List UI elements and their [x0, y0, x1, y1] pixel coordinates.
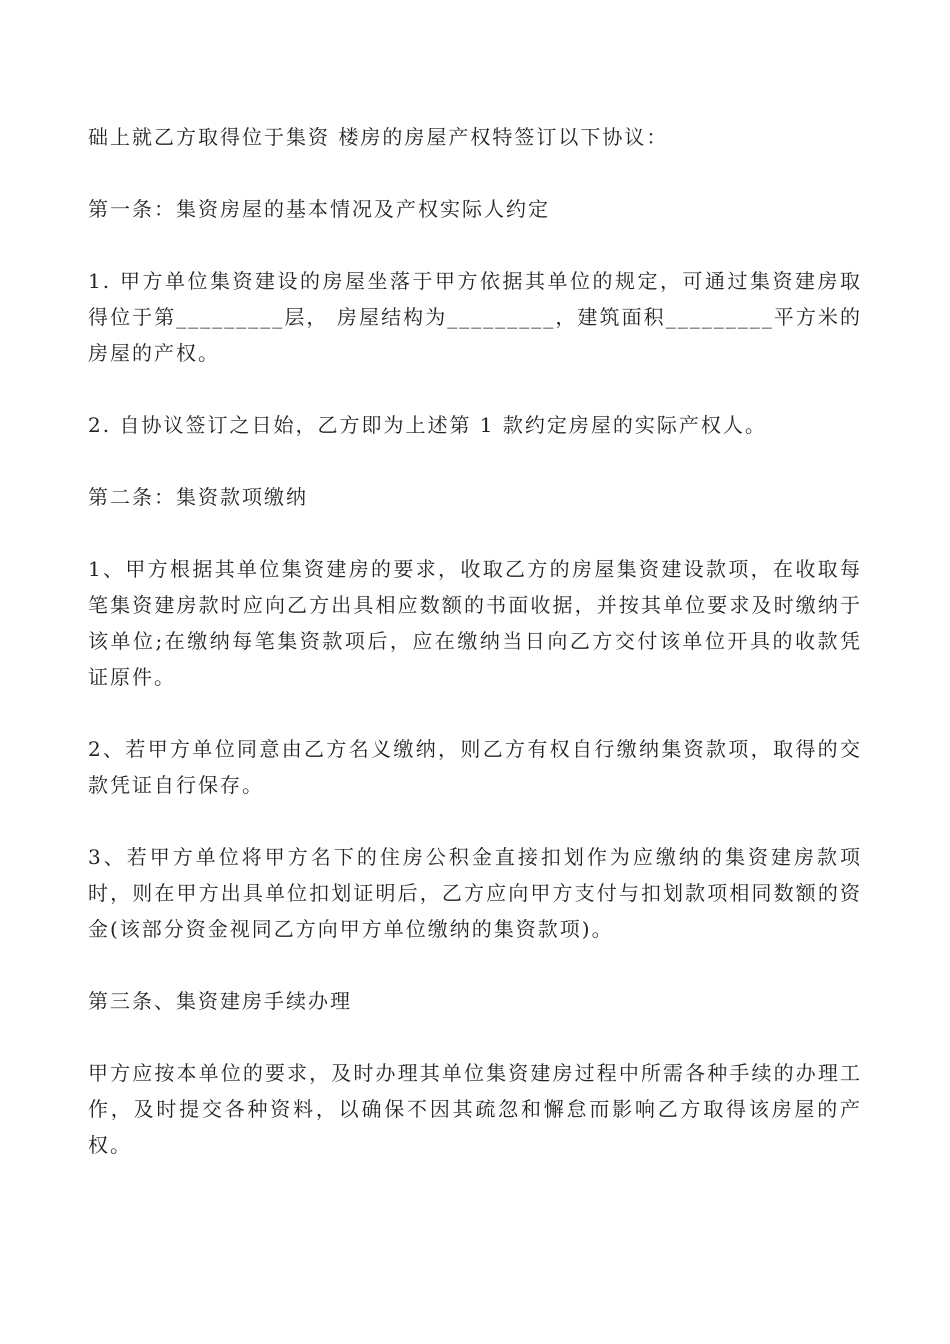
paragraph-gap: [88, 695, 862, 731]
paragraph-gap: [88, 515, 862, 551]
paragraph-gap: [88, 803, 862, 839]
paragraph-gap: [88, 155, 862, 191]
article-1-clause-2: 2. 自协议签订之日始，乙方即为上述第 1 款约定房屋的实际产权人。: [88, 413, 767, 437]
paragraph-gap: [88, 227, 862, 263]
paragraph-gap: [88, 947, 862, 983]
article-1-heading: 第一条：集资房屋的基本情况及产权实际人约定: [88, 197, 550, 221]
intro-paragraph: 础上就乙方取得位于集资 楼房的房屋产权特签订以下协议：: [88, 125, 669, 149]
paragraph-gap: [88, 371, 862, 407]
article-3-body: 甲方应按本单位的要求，及时办理其单位集资建房过程中所需各种手续的办理工作，及时提交各种资料，以确保不因其疏忽和懈怠而影响乙方取得该房屋的产权。: [88, 1061, 862, 1157]
paragraph-gap: [88, 1019, 862, 1055]
paragraph-gap: [88, 443, 862, 479]
article-3-heading: 第三条、集资建房手续办理: [88, 989, 352, 1013]
article-1-clause-1: 1. 甲方单位集资建设的房屋坐落于甲方依据其单位的规定，可通过集资建房取得位于第_________层， 房屋结构为_________，建筑面积_________平方米的房屋的产权。: [88, 269, 862, 365]
article-2-clause-3: 3、若甲方单位将甲方名下的住房公积金直接扣划作为应缴纳的集资建房款项时，则在甲方出具单位扣划证明后，乙方应向甲方支付与扣划款项相同数额的资金(该部分资金视同乙方向甲方单位缴纳的集资款项)。: [88, 845, 862, 941]
article-2-heading: 第二条：集资款项缴纳: [88, 485, 308, 509]
article-2-clause-2: 2、若甲方单位同意由乙方名义缴纳，则乙方有权自行缴纳集资款项，取得的交款凭证自行保存。: [88, 737, 862, 797]
article-2-clause-1: 1、甲方根据其单位集资建房的要求，收取乙方的房屋集资建设款项，在收取每笔集资建房款时应向乙方出具相应数额的书面收据，并按其单位要求及时缴纳于该单位;在缴纳每笔集资款项后，应在缴纳当日向乙方交付该单位开具的收款凭证原件。: [88, 557, 862, 689]
